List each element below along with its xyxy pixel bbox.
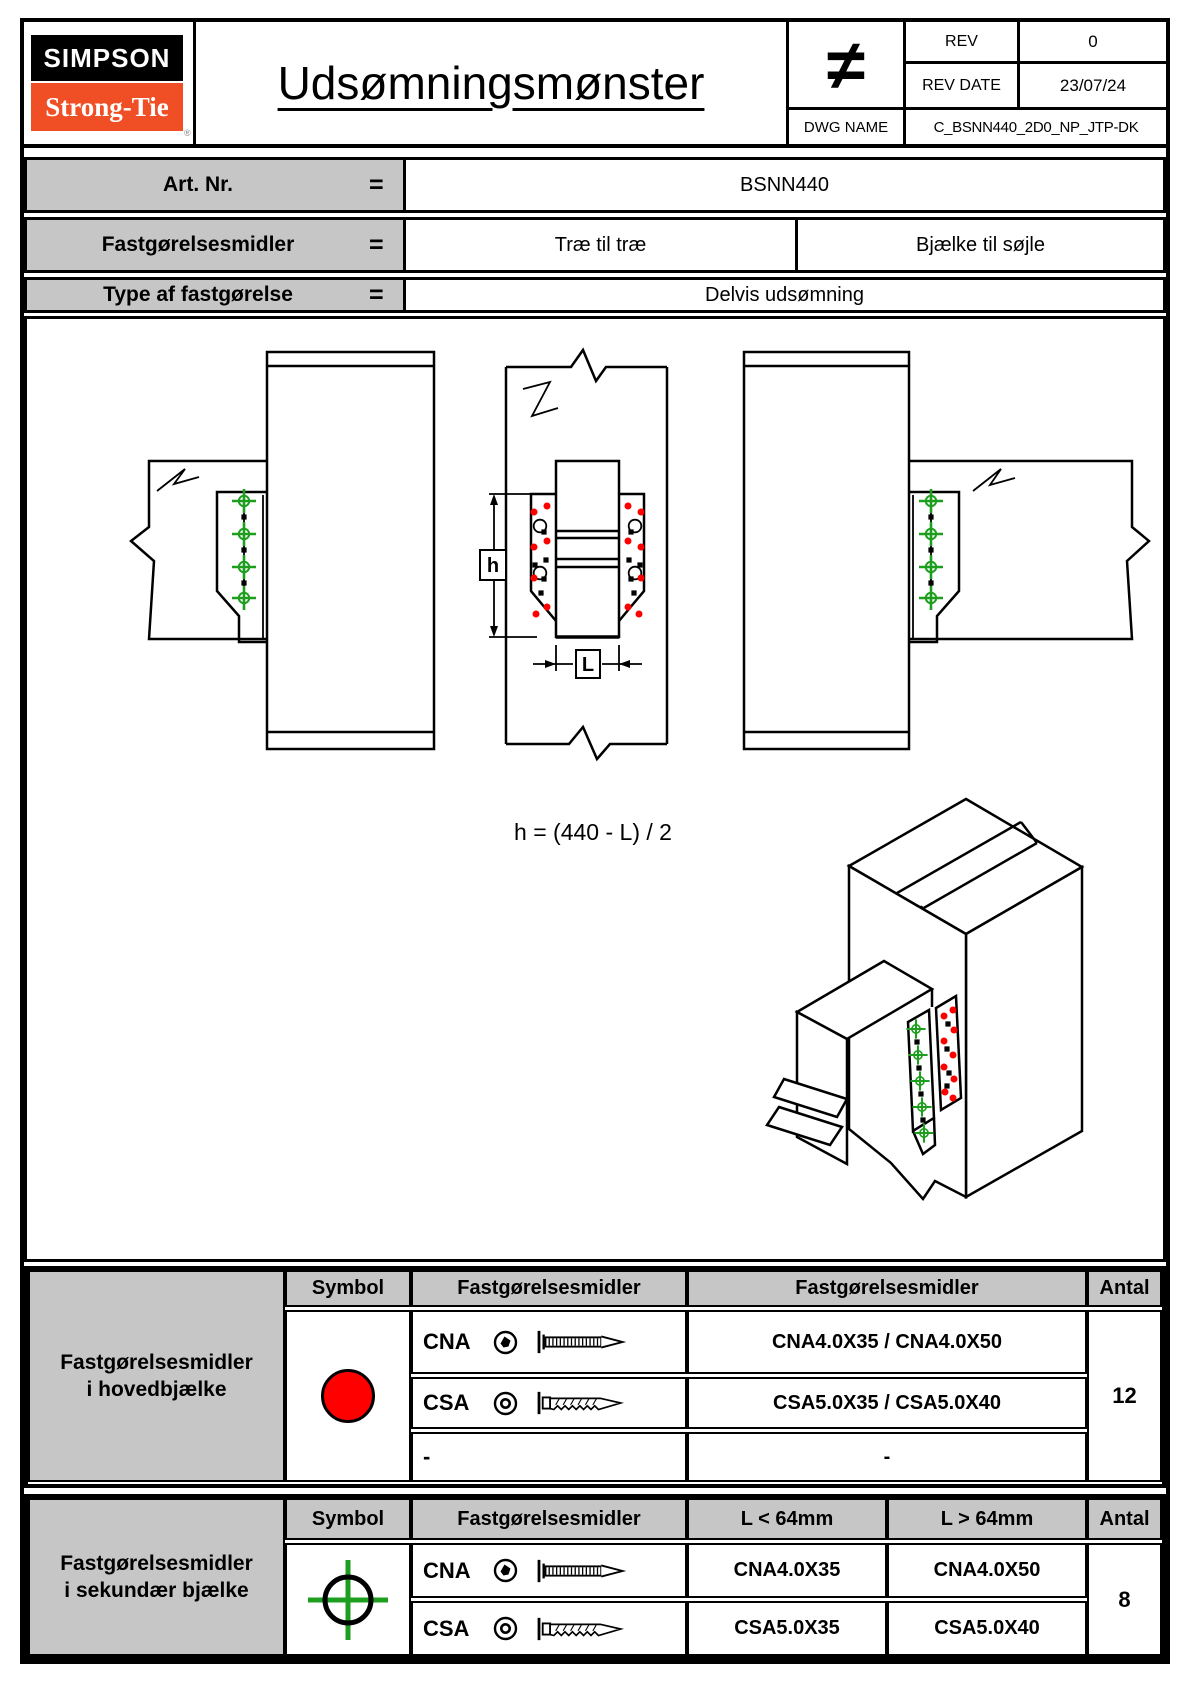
- rev-date-label: REV DATE: [906, 64, 1020, 110]
- dim-L-label: L: [581, 654, 595, 676]
- rev-label: REV: [906, 22, 1020, 64]
- fastener-name: CSA: [423, 1615, 470, 1641]
- table-row: [411, 1310, 687, 1374]
- fastener-value-2: Bjælke til søjle: [916, 233, 1045, 256]
- art-nr-value: BSNN440: [740, 173, 829, 196]
- cna-head-icon: [492, 1557, 519, 1584]
- front-view-left-flange-holes: [531, 503, 551, 618]
- main-antal-value: 12: [1087, 1310, 1162, 1482]
- table-secondary-row-label: [28, 1498, 285, 1656]
- page-title: Udsømningsmønster: [277, 57, 705, 109]
- type-value: Delvis udsømning: [705, 283, 864, 306]
- fastener-lt-value: CNA4.0X35: [687, 1543, 887, 1598]
- equals-sign: =: [369, 230, 384, 259]
- csa-head-icon: [492, 1615, 519, 1642]
- not-equal-icon: ≠: [826, 25, 866, 104]
- table-secondary-label-line1: Fastgørelsesmidler: [60, 1551, 253, 1575]
- art-nr-label-cell: [27, 160, 406, 210]
- registered-mark: ®: [184, 128, 191, 138]
- rev-date-value: 23/07/24: [1020, 64, 1166, 110]
- fastener-label: Fastgørelsesmidler: [101, 233, 295, 256]
- right-side-view: [744, 352, 1149, 749]
- col-header-gt-64: L > 64mm: [887, 1498, 1087, 1540]
- ring-shank-nail-icon: [532, 1329, 650, 1355]
- table-row: [411, 1543, 687, 1598]
- fastener-value: CSA5.0X35 / CSA5.0X40: [687, 1377, 1087, 1429]
- table-main-label-line1: Fastgørelsesmidler: [60, 1350, 253, 1374]
- fastener-name: CNA: [423, 1557, 471, 1583]
- logo-simpson-text: SIMPSON: [31, 35, 183, 81]
- table-main-beam: [24, 1266, 1166, 1488]
- type-label: Type af fastgørelse: [103, 283, 293, 306]
- rev-value: 0: [1020, 22, 1166, 64]
- front-view: [506, 350, 667, 759]
- col-header-fastener-value: Fastgørelsesmidler: [687, 1270, 1087, 1307]
- cna-head-icon: [492, 1329, 519, 1356]
- table-row: [411, 1601, 687, 1656]
- sheet-title-cell: [196, 22, 789, 144]
- logo-strongtie-text: Strong-Tie: [31, 83, 183, 131]
- col-header-fastener: Fastgørelsesmidler: [411, 1498, 687, 1540]
- technical-drawing: [27, 319, 1163, 1259]
- fastener-gt-value: CSA5.0X40: [887, 1601, 1087, 1656]
- simpson-strongtie-logo: [24, 22, 196, 144]
- fastener-name: -: [423, 1444, 431, 1469]
- main-symbol-cell: [285, 1310, 411, 1482]
- type-label-cell: [27, 280, 406, 310]
- table-row: [411, 1432, 687, 1482]
- dwg-name-value: C_BSNN440_2D0_NP_JTP-DK: [933, 118, 1139, 136]
- info-row-art-nr: [24, 157, 1166, 213]
- equals-sign: =: [369, 170, 384, 199]
- info-row-type: [24, 277, 1166, 313]
- projection-symbol: [789, 22, 906, 110]
- fastener-gt-value: CNA4.0X50: [887, 1543, 1087, 1598]
- dim-h-label: h: [486, 555, 500, 577]
- connector-screw-icon: [532, 1390, 650, 1416]
- csa-head-icon: [492, 1390, 519, 1417]
- secondary-symbol-cell: [285, 1543, 411, 1656]
- left-side-view: [131, 352, 434, 749]
- table-row: [411, 1377, 687, 1429]
- fastener-name: CNA: [423, 1329, 471, 1354]
- front-view-right-flange-holes: [625, 503, 645, 618]
- col-header-antal: Antal: [1087, 1270, 1162, 1307]
- fastener-value: -: [687, 1432, 1087, 1482]
- fastener-name: CSA: [423, 1390, 470, 1415]
- table-main-label-line2: i hovedbjælke: [86, 1378, 227, 1401]
- col-header-symbol: Symbol: [285, 1498, 411, 1540]
- drawing-area: [24, 316, 1166, 1262]
- equals-sign: =: [369, 280, 384, 309]
- col-header-antal: Antal: [1087, 1498, 1162, 1540]
- fastener-label-cell: [27, 220, 406, 270]
- fastener-value-1: Træ til træ: [406, 220, 798, 270]
- info-row-fastener: [24, 217, 1166, 273]
- secondary-antal-value: 8: [1087, 1543, 1162, 1656]
- ring-shank-nail-icon: [532, 1558, 650, 1584]
- left-view-fasteners: [232, 489, 256, 610]
- dwg-name-label: DWG NAME: [789, 110, 906, 144]
- table-secondary-beam: [24, 1494, 1166, 1660]
- red-circle-symbol: [321, 1369, 375, 1423]
- green-crosshair-symbol: [302, 1554, 394, 1646]
- connector-screw-icon: [532, 1616, 650, 1642]
- table-main-row-label: [28, 1270, 285, 1482]
- right-view-fasteners: [919, 489, 943, 610]
- header-divider: [20, 144, 1170, 148]
- table-secondary-label-line2: i sekundær bjælke: [64, 1579, 249, 1602]
- col-header-symbol: Symbol: [285, 1270, 411, 1307]
- fastener-lt-value: CSA5.0X35: [687, 1601, 887, 1656]
- col-header-lt-64: L < 64mm: [687, 1498, 887, 1540]
- col-header-fastener: Fastgørelsesmidler: [411, 1270, 687, 1307]
- art-nr-label: Art. Nr.: [162, 173, 233, 196]
- fastener-value: CNA4.0X35 / CNA4.0X50: [687, 1310, 1087, 1374]
- formula-text: h = (440 - L) / 2: [514, 819, 672, 845]
